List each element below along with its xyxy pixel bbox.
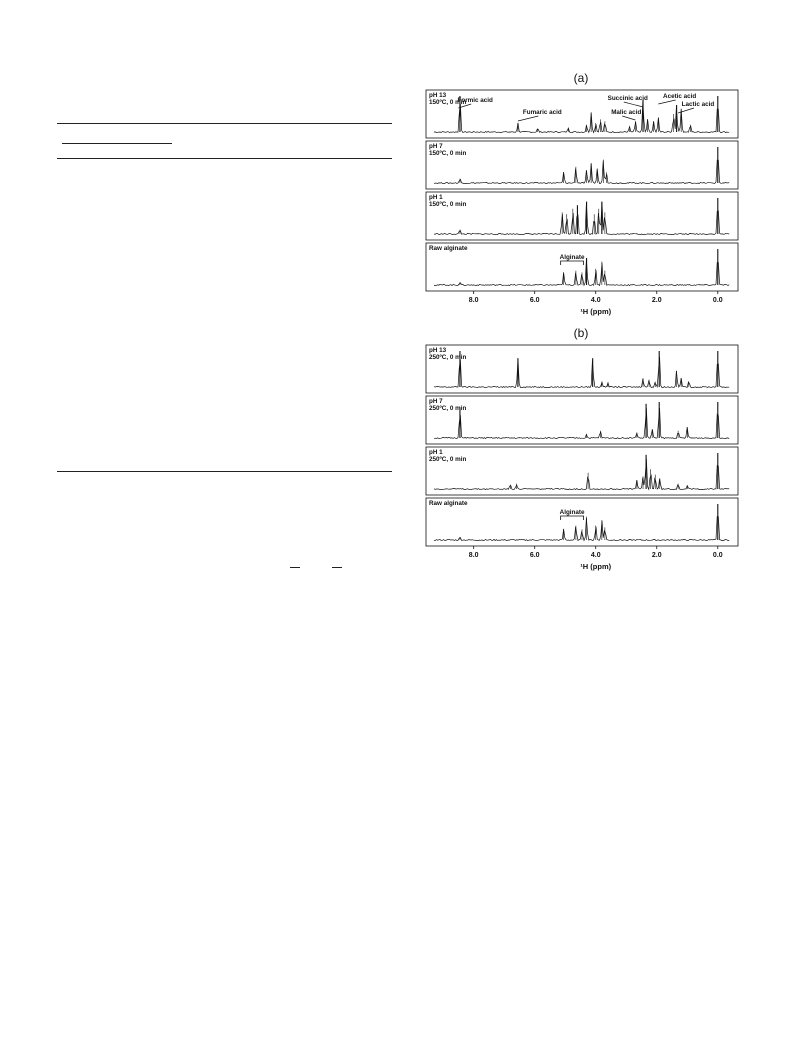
overline-mark bbox=[332, 567, 342, 568]
annotation-label: Alginate bbox=[559, 254, 585, 261]
panel-label: 250ºC, 0 min bbox=[429, 456, 467, 463]
alginate-bracket bbox=[561, 261, 584, 265]
panel-label: 250ºC, 0 min bbox=[429, 405, 467, 412]
spectrum-panel bbox=[426, 141, 738, 189]
annotation-label: Alginate bbox=[559, 509, 585, 516]
x-tick-label: 2.0 bbox=[651, 297, 662, 304]
panel-label: pH 13 bbox=[429, 347, 447, 354]
x-axis-title: ¹H (ppm) bbox=[580, 562, 612, 571]
spectrum-trace bbox=[434, 357, 729, 388]
annotation-arrow bbox=[624, 102, 643, 107]
spectrum-panel bbox=[426, 498, 738, 546]
spectrum-trace bbox=[434, 408, 729, 439]
nmr-figure-b bbox=[420, 325, 742, 575]
spectrum-trace bbox=[434, 517, 729, 541]
table-bottom-rule bbox=[57, 471, 392, 472]
nmr-figure-a bbox=[420, 70, 742, 320]
spectrum-panel bbox=[426, 345, 738, 393]
x-axis-title: ¹H (ppm) bbox=[580, 307, 612, 316]
annotation-label: Fumaric acid bbox=[522, 109, 562, 116]
annotation-label: Succinic acid bbox=[607, 95, 648, 102]
spectrum-panel bbox=[426, 243, 738, 291]
x-tick-label: 4.0 bbox=[590, 297, 601, 304]
annotation-label: Formic acid bbox=[457, 97, 493, 104]
annotation-arrow bbox=[678, 108, 694, 113]
spectrum-trace bbox=[434, 259, 729, 285]
panel-label: Raw alginate bbox=[429, 245, 468, 252]
x-tick-label: 6.0 bbox=[529, 552, 540, 559]
x-tick-label: 8.0 bbox=[468, 552, 479, 559]
figure-label: (b) bbox=[573, 326, 589, 340]
x-tick-label: 2.0 bbox=[651, 552, 662, 559]
spectrum-panel bbox=[426, 447, 738, 495]
spectrum-trace bbox=[434, 160, 729, 184]
x-tick-label: 0.0 bbox=[712, 552, 723, 559]
annotation-label: Malic acid bbox=[611, 109, 642, 116]
x-tick-label: 0.0 bbox=[712, 297, 723, 304]
spectrum-panel bbox=[426, 192, 738, 240]
panel-frame bbox=[426, 192, 738, 240]
x-tick-label: 8.0 bbox=[468, 297, 479, 304]
x-tick-label: 4.0 bbox=[590, 552, 601, 559]
x-tick-label: 6.0 bbox=[529, 297, 540, 304]
spectrum-trace bbox=[434, 459, 729, 490]
annotation-arrow bbox=[518, 116, 538, 121]
annotation-arrow bbox=[658, 100, 675, 104]
panel-label: pH 1 bbox=[429, 194, 443, 201]
annotation-arrow bbox=[622, 116, 635, 120]
panel-frame bbox=[426, 345, 738, 393]
table-header-rule bbox=[57, 158, 392, 159]
alginate-bracket bbox=[561, 516, 584, 520]
spectrum-panel bbox=[426, 396, 738, 444]
annotation-label: Lactic acid bbox=[681, 101, 715, 108]
panel-frame bbox=[426, 447, 738, 495]
panel-label: pH 7 bbox=[429, 143, 443, 150]
annotation-label: Acetic acid bbox=[663, 93, 697, 100]
panel-label: pH 1 bbox=[429, 449, 443, 456]
panel-label: 150ºC, 0 min bbox=[429, 201, 467, 208]
table-top-rule bbox=[57, 123, 392, 124]
panel-label: pH 7 bbox=[429, 398, 443, 405]
table-subheader-rule bbox=[62, 143, 172, 144]
overline-mark bbox=[290, 567, 300, 568]
figure-label: (a) bbox=[573, 71, 589, 85]
panel-frame bbox=[426, 141, 738, 189]
panel-label: 150ºC, 0 min bbox=[429, 99, 467, 106]
panel-label: Raw alginate bbox=[429, 500, 468, 507]
panel-label: pH 13 bbox=[429, 92, 447, 99]
spectrum-panel bbox=[426, 90, 738, 138]
panel-label: 250ºC, 0 min bbox=[429, 354, 467, 361]
panel-label: 150ºC, 0 min bbox=[429, 150, 467, 157]
spectrum-trace bbox=[434, 202, 729, 234]
panel-frame bbox=[426, 396, 738, 444]
